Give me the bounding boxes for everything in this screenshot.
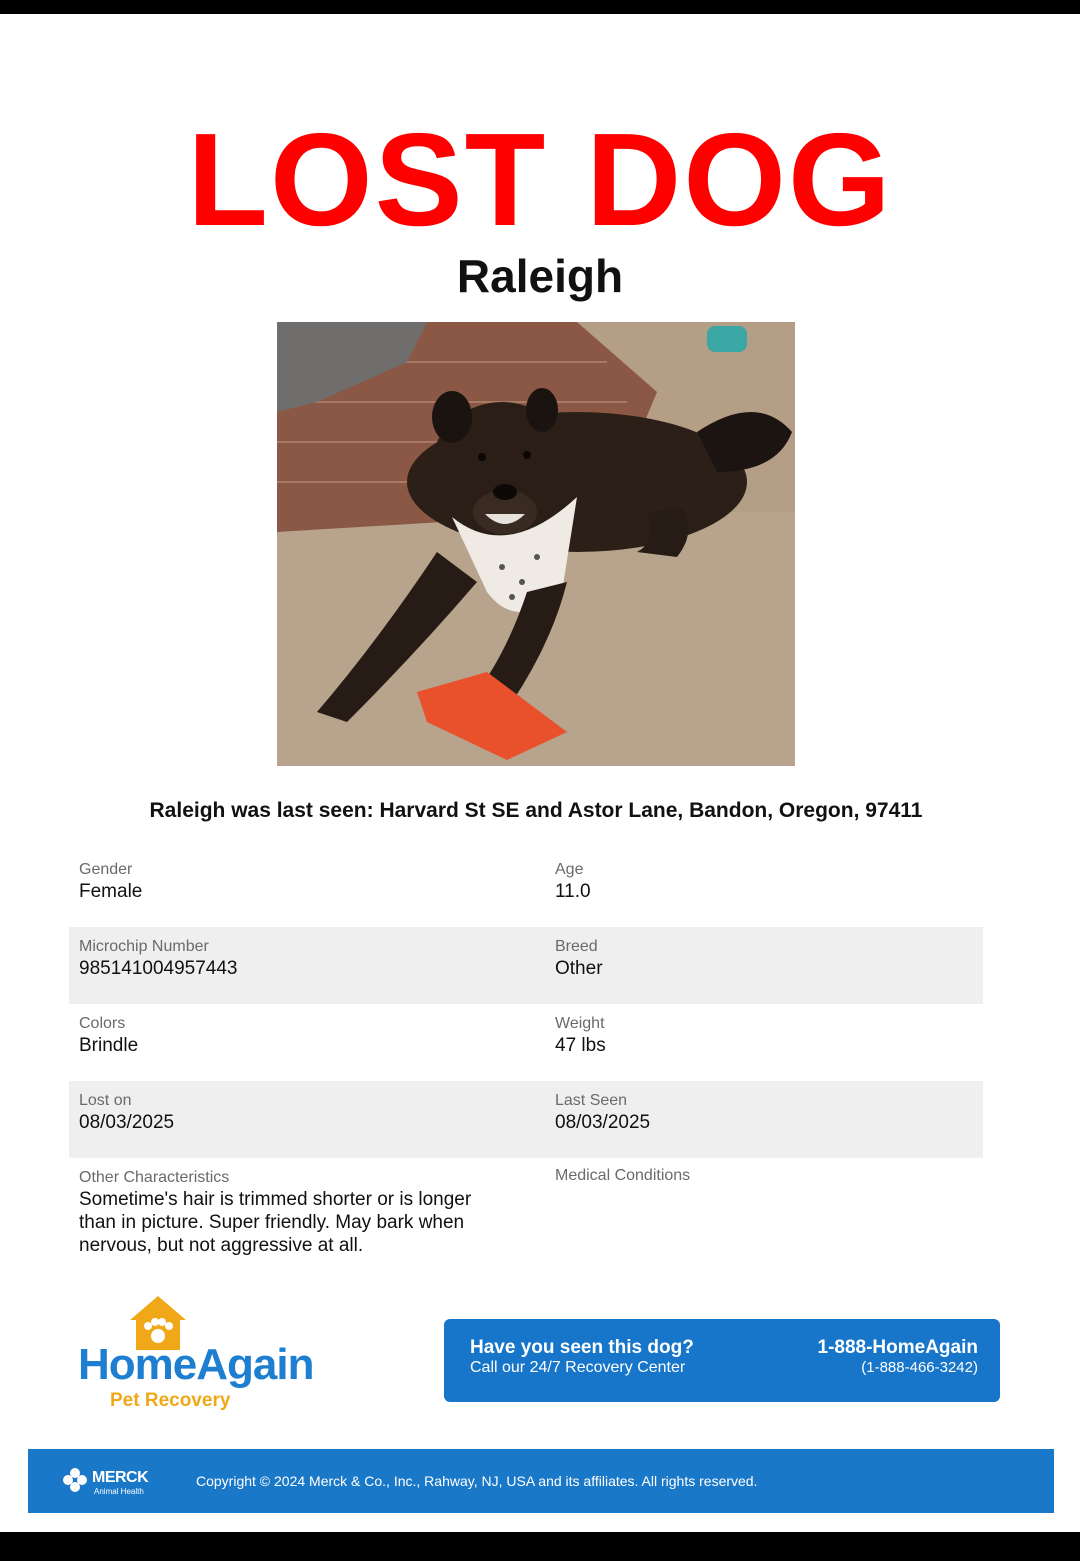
details-table [69,850,983,1268]
copyright: Copyright © 2024 Merck & Co., Inc., Rahway, NJ, USA and its affiliates. All rights reserved. [196,1473,758,1489]
logo-title: HomeAgain [78,1340,314,1389]
breed-value: Other [555,958,603,979]
details-row [69,1004,983,1081]
other-characteristics-field [79,1168,519,1257]
headline: LOST DOG [187,106,893,253]
logo-subtitle: Pet Recovery [110,1390,231,1411]
gender-value: Female [79,881,143,902]
cta-phone-numeric[interactable]: (1-888-466-3242) [861,1359,978,1376]
last-seen-field [555,1091,975,1134]
merck-name: MERCK [92,1469,149,1486]
breed-field [555,937,975,980]
footer [28,1449,1054,1513]
poster-page [0,14,1080,1532]
other-characteristics-label: Other Characteristics [79,1169,230,1186]
cta-question: Have you seen this dog? [470,1337,694,1358]
medical-conditions-field [555,1166,975,1186]
gender-field [79,860,519,903]
details-row [69,927,983,1004]
age-label: Age [555,861,584,878]
colors-label: Colors [79,1015,126,1032]
details-row [69,1158,983,1268]
microchip-label: Microchip Number [79,938,209,955]
breed-label: Breed [555,938,598,955]
dog-photo-illustration [277,322,795,766]
merck-unit: Animal Health [94,1487,144,1496]
dog-photo [277,322,795,766]
details-row [69,850,983,927]
age-value: 11.0 [555,881,591,902]
age-field [555,860,975,903]
last-seen-location: Raleigh was last seen: Harvard St SE and Astor Lane, Bandon, Oregon, 97411 [149,799,923,822]
weight-value: 47 lbs [555,1035,606,1056]
lost-on-field [79,1091,519,1134]
weight-field [555,1014,975,1057]
homeagain-logo [78,1294,338,1414]
cta-phone[interactable]: 1-888-HomeAgain [817,1337,978,1358]
weight-label: Weight [555,1015,605,1032]
gender-label: Gender [79,861,133,878]
medical-conditions-label: Medical Conditions [555,1167,691,1184]
microchip-field [79,937,519,980]
microchip-value: 985141004957443 [79,958,238,979]
last-seen-label: Last Seen [555,1092,628,1109]
merck-icon [62,1467,88,1493]
details-row [69,1081,983,1158]
last-seen-value: 08/03/2025 [555,1112,651,1133]
cta-subtext: Call our 24/7 Recovery Center [470,1359,686,1376]
dog-name: Raleigh [456,250,624,302]
colors-field [79,1014,519,1057]
merck-logo [62,1467,162,1501]
lost-on-value: 08/03/2025 [79,1112,175,1133]
recovery-center-banner [444,1319,1000,1402]
other-characteristics-value: Sometime's hair is trimmed shorter or is longer than in picture. Super friendly. May bark when nervous, but not aggressive at all. [79,1189,472,1256]
lost-on-label: Lost on [79,1092,132,1109]
colors-value: Brindle [79,1035,139,1056]
